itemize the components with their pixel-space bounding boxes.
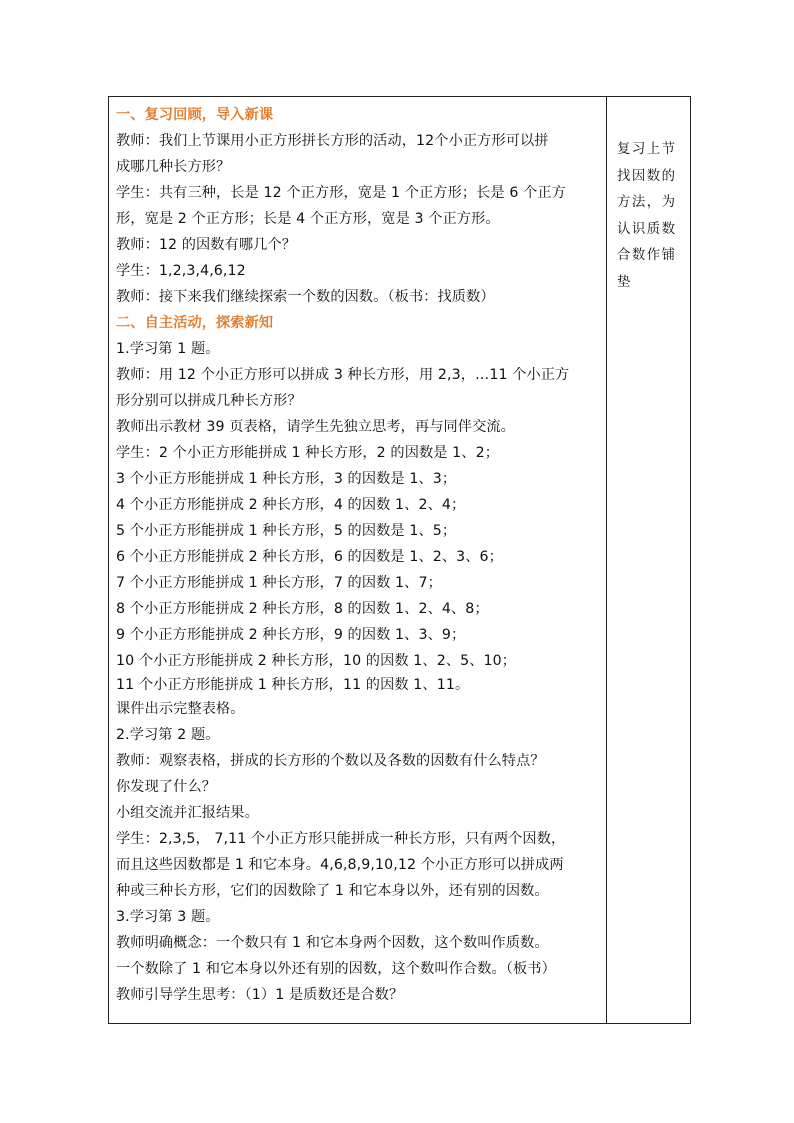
text-line: 1.学习第 1 题。 [116,341,220,357]
text-line: 11 个小正方形能拼成 1 种长方形，11 的因数 1、11。 [116,677,470,693]
lesson-table [108,96,691,1024]
text-line: 教师：接下来我们继续探索一个数的因数。（板书：找质数） [116,289,495,305]
text-line: 4 个小正方形能拼成 2 种长方形，4 的因数 1、2、4； [116,497,466,513]
note-line: 方法，为 [617,195,677,210]
text-line: 教师：观察表格，拼成的长方形的个数以及各数的因数有什么特点？ [116,753,545,769]
lesson-content-cell [116,102,602,1008]
note-line: 垫 [617,274,632,290]
text-line: 8 个小正方形能拼成 2 种长方形，8 的因数 1、2、4、8； [116,601,489,617]
text-line: 你发现了什么？ [116,779,217,795]
text-line: 小组交流并汇报结果。 [116,805,259,821]
section-heading-explore: 二、自主活动，探索新知 [116,315,274,331]
text-line: 而且这些因数都是 1 和它本身。4,6,8,9,10,12 个小正方形可以拼成两 [116,857,564,873]
note-line: 认识质数 [617,221,677,237]
text-line: 教师：我们上节课用小正方形拼长方形的活动，12个小正方形可以拼 [116,133,549,149]
text-line: 一个数除了 1 和它本身以外还有别的因数，这个数叫作合数。（板书） [116,961,556,977]
text-line: 5 个小正方形能拼成 1 种长方形，5 的因数是 1、5； [116,523,457,539]
note-line: 合数作铺 [617,248,677,263]
note-line: 找因数的 [617,168,677,184]
text-line: 学生：1,2,3,4,6,12 [116,263,246,279]
text-line: 学生：共有三种，长是 12 个正方形，宽是 1 个正方形；长是 6 个正方 [116,185,566,201]
text-line: 教师：12 的因数有哪几个？ [116,237,297,253]
text-line: 学生：2,3,5， 7,11 个小正方形只能拼成一种长方形，只有两个因数， [116,831,566,847]
text-line: 形分别可以拼成几种长方形？ [116,393,302,409]
text-line: 3 个小正方形能拼成 1 种长方形，3 的因数是 1、3； [116,471,457,487]
note-line: 复习上节 [617,142,677,157]
text-line: 教师：用 12 个小正方形可以拼成 3 种长方形，用 2,3，…11 个小正方 [116,367,570,383]
text-line: 3.学习第 3 题。 [116,909,220,925]
design-intent-cell [617,137,683,296]
text-line: 6 个小正方形能拼成 2 种长方形，6 的因数是 1、2、3、6； [116,549,503,565]
text-line: 7 个小正方形能拼成 1 种长方形，7 的因数 1、7； [116,575,442,591]
text-line: 教师引导学生思考：（1）1 是质数还是合数？ [116,987,404,1003]
section-heading-review: 一、复习回顾，导入新课 [116,107,274,123]
column-divider [606,97,607,1023]
text-line: 教师出示教材 39 页表格，请学生先独立思考，再与同伴交流。 [116,419,515,435]
text-line: 学生：2 个小正方形能拼成 1 种长方形，2 的因数是 1、2； [116,445,500,461]
text-line: 2.学习第 2 题。 [116,727,220,743]
text-line: 教师明确概念：一个数只有 1 和它本身两个因数，这个数叫作质数。 [116,935,549,951]
text-line: 形，宽是 2 个正方形；长是 4 个正方形，宽是 3 个正方形。 [116,211,500,227]
text-line: 成哪几种长方形？ [116,159,231,175]
text-line: 10 个小正方形能拼成 2 种长方形，10 的因数 1、2、5、10； [116,653,517,669]
text-line: 9 个小正方形能拼成 2 种长方形，9 的因数 1、3、9； [116,627,466,643]
text-line: 课件出示完整表格。 [116,701,245,717]
text-line: 种或三种长方形，它们的因数除了 1 和它本身以外，还有别的因数。 [116,883,549,899]
